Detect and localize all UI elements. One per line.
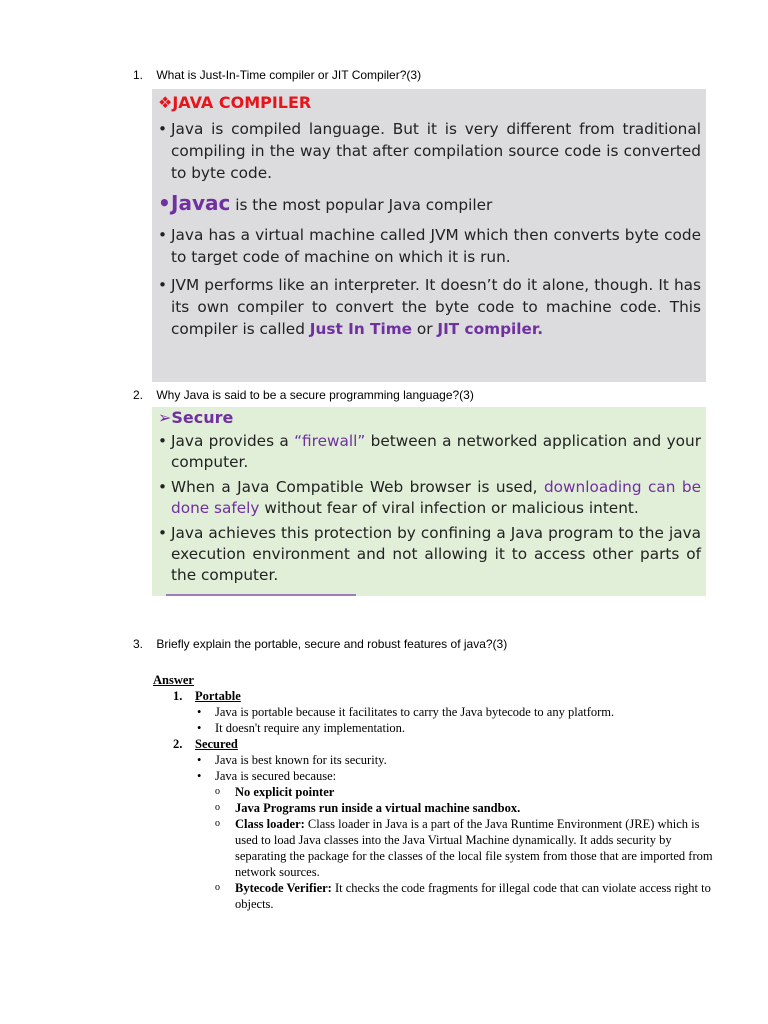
question-3	[133, 637, 507, 651]
section-portable	[153, 688, 713, 704]
sub-item-label: Java Programs run inside a virtual machine sandbox.	[235, 801, 521, 815]
section-number: 2.	[173, 737, 183, 751]
list-item-text: Java is secured because:	[215, 769, 337, 783]
secure-slide	[152, 407, 706, 596]
bullet-icon: •	[158, 226, 168, 244]
bullet-icon: •	[158, 191, 171, 215]
bullet-text: or	[412, 320, 438, 338]
bullet-text: Java is compiled language. But it is very different from traditional compiling in the way that after compilation source code is converted to byte code.	[171, 120, 701, 182]
question-1	[133, 68, 421, 82]
circle-bullet-icon: o	[215, 786, 220, 797]
bullet-text: between a networked application and your computer.	[171, 432, 701, 471]
bullet-icon: •	[158, 432, 168, 450]
list-item-text: Java is portable because it facilitates to carry the Java bytecode to any platform.	[215, 705, 615, 719]
bullet-icon: •	[158, 524, 168, 542]
answer-block	[153, 672, 713, 912]
bullet-text: JVM performs like an interpreter. It doesn’t do it alone, though. It has its own compiler to convert the byte code to machine code. This compiler is called	[171, 276, 701, 338]
bullet-text: is the most popular Java compiler	[230, 196, 493, 214]
list-item-text: Java is best known for its security.	[215, 753, 387, 767]
question-number: 1.	[133, 68, 144, 82]
slide-bullet	[158, 224, 701, 268]
slide-bullet	[158, 523, 701, 586]
sub-list-item	[153, 880, 713, 912]
question-number: 3.	[133, 637, 144, 651]
highlight-jit: Just In Time	[309, 320, 413, 338]
circle-bullet-icon: o	[215, 802, 220, 813]
question-number: 2.	[133, 388, 144, 402]
sub-list-item	[153, 816, 713, 880]
highlight-jit-compiler: JIT compiler.	[437, 320, 544, 338]
highlight-firewall: “firewall”	[294, 432, 366, 450]
list-item	[153, 768, 713, 784]
sub-list-item	[153, 800, 713, 816]
bullet-text: When a Java Compatible Web browser is used,	[171, 478, 544, 496]
list-item-text: It doesn't require any implementation.	[215, 721, 406, 735]
sub-item-text: It checks the code fragments for illegal code that can violate access right to objects.	[235, 881, 711, 911]
slide-bullet	[158, 190, 701, 218]
section-heading: Secured	[195, 737, 238, 751]
bullet-icon: •	[197, 705, 202, 719]
question-2	[133, 388, 474, 402]
question-text: What is Just-In-Time compiler or JIT Compiler?(3)	[156, 68, 422, 82]
slide-bullet	[158, 118, 701, 184]
sub-item-text: Class loader in Java is a part of the Java Runtime Environment (JRE) which is used to load Java classes into the Java Virtual Machine dynamically. It adds security by separating the package for the classes of the local file system from those that are imported from network sources.	[235, 817, 713, 879]
slide-bullet	[158, 431, 701, 473]
slide-heading: ➢Secure	[158, 408, 234, 427]
bullet-text: Java has a virtual machine called JVM which then converts byte code to target code of machine on which it is run.	[171, 226, 701, 266]
bullet-icon: •	[197, 721, 202, 735]
list-item	[153, 752, 713, 768]
bullet-icon: •	[197, 769, 202, 783]
sub-item-label: Class loader:	[235, 817, 305, 831]
cut-off-text	[166, 591, 356, 596]
bullet-text: Java provides a	[171, 432, 295, 450]
java-compiler-slide	[152, 89, 706, 382]
javac-term: Javac	[171, 191, 231, 215]
slide-heading: ❖JAVA COMPILER	[158, 93, 312, 112]
bullet-text: without fear of viral infection or malicious intent.	[259, 499, 639, 517]
slide-bullet	[158, 477, 701, 519]
highlight-safe-download: downloading can be done safely	[171, 478, 701, 517]
sub-item-label: No explicit pointer	[235, 785, 335, 799]
list-item	[153, 704, 713, 720]
bullet-icon: •	[158, 120, 168, 138]
sub-item-label: Bytecode Verifier:	[235, 881, 332, 895]
bullet-icon: •	[158, 478, 168, 496]
circle-bullet-icon: o	[215, 818, 220, 829]
bullet-text: Java achieves this protection by confining a Java program to the java execution environment and not allowing it to access other parts of the computer.	[171, 524, 701, 584]
section-heading: Portable	[195, 689, 241, 703]
sub-list-item	[153, 784, 713, 800]
circle-bullet-icon: o	[215, 882, 220, 893]
section-number: 1.	[173, 689, 183, 703]
question-text: Briefly explain the portable, secure and robust features of java?(3)	[156, 637, 508, 651]
bullet-icon: •	[158, 276, 168, 294]
question-text: Why Java is said to be a secure programming language?(3)	[156, 388, 474, 402]
bullet-icon: •	[197, 753, 202, 767]
list-item	[153, 720, 713, 736]
section-secured	[153, 736, 713, 752]
answer-title: Answer	[153, 673, 194, 687]
slide-bullet	[158, 274, 701, 340]
